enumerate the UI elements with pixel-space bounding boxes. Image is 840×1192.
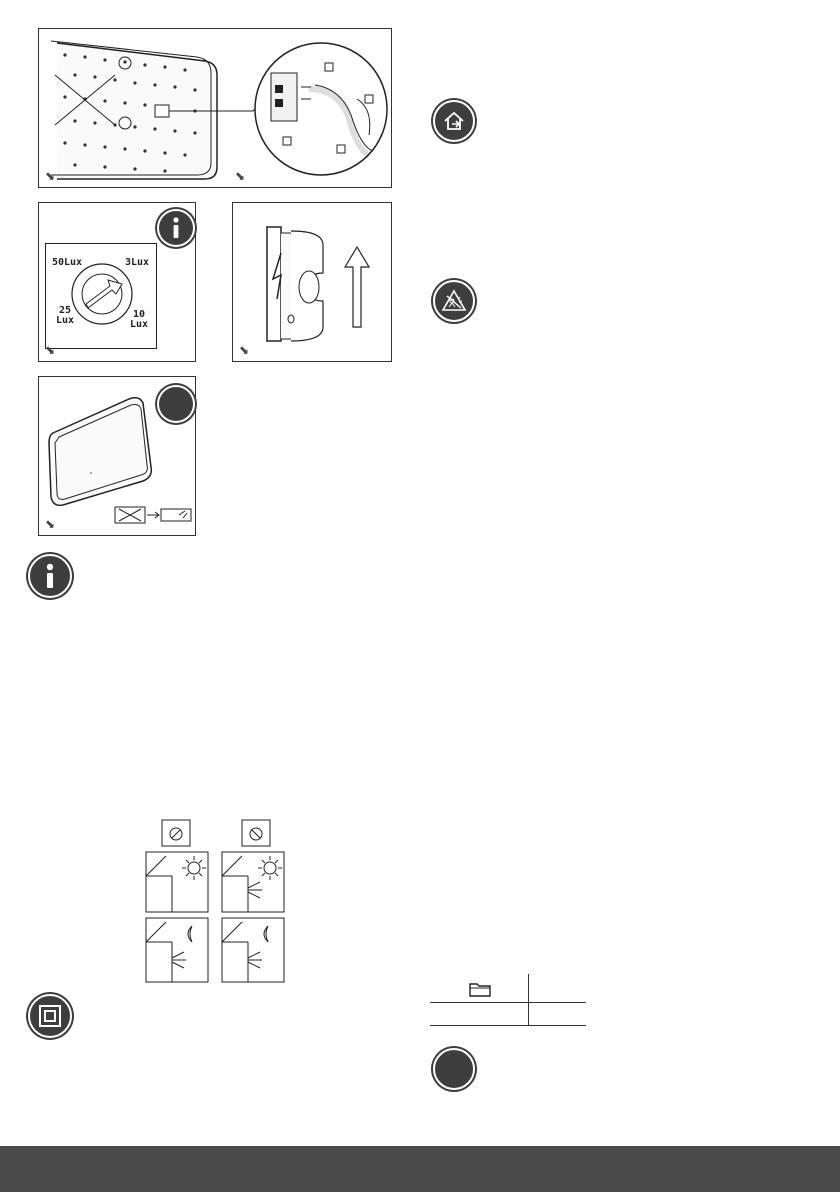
lux-label-50: 50Lux bbox=[51, 257, 83, 268]
filled-circle-icon bbox=[433, 1048, 475, 1090]
corner-mark: ⬊ bbox=[239, 343, 250, 357]
house-arrow-icon bbox=[433, 100, 475, 142]
dial-box bbox=[45, 243, 157, 349]
day-night-figure bbox=[144, 818, 290, 986]
sensor-drawing bbox=[233, 203, 391, 361]
folder-table bbox=[430, 974, 586, 1026]
info-icon bbox=[157, 209, 195, 247]
lux-label-3: 3Lux bbox=[124, 257, 150, 268]
folder-icon bbox=[468, 980, 492, 1003]
filled-circle-icon bbox=[157, 385, 195, 423]
corner-mark: ⬊ bbox=[235, 169, 246, 183]
installation-figure bbox=[38, 28, 392, 188]
lux-label-10: 10 Lux bbox=[129, 309, 149, 330]
wall-mount-drawing bbox=[39, 29, 391, 187]
cleaning-figure bbox=[38, 376, 196, 536]
lux-label-25: 25 Lux bbox=[55, 305, 75, 326]
table-rule bbox=[430, 1002, 586, 1003]
corner-mark: ⬊ bbox=[45, 169, 56, 183]
table-divider bbox=[528, 974, 529, 1026]
corner-mark: ⬊ bbox=[45, 517, 56, 531]
lux-dial-figure bbox=[38, 202, 196, 362]
info-icon bbox=[28, 554, 72, 598]
sensor-mount-figure bbox=[232, 202, 392, 362]
corner-mark: ⬊ bbox=[45, 343, 56, 357]
no-child-icon bbox=[433, 280, 475, 322]
double-square-icon bbox=[28, 994, 72, 1038]
table-rule bbox=[430, 1025, 586, 1026]
footer-bar bbox=[0, 1146, 840, 1192]
